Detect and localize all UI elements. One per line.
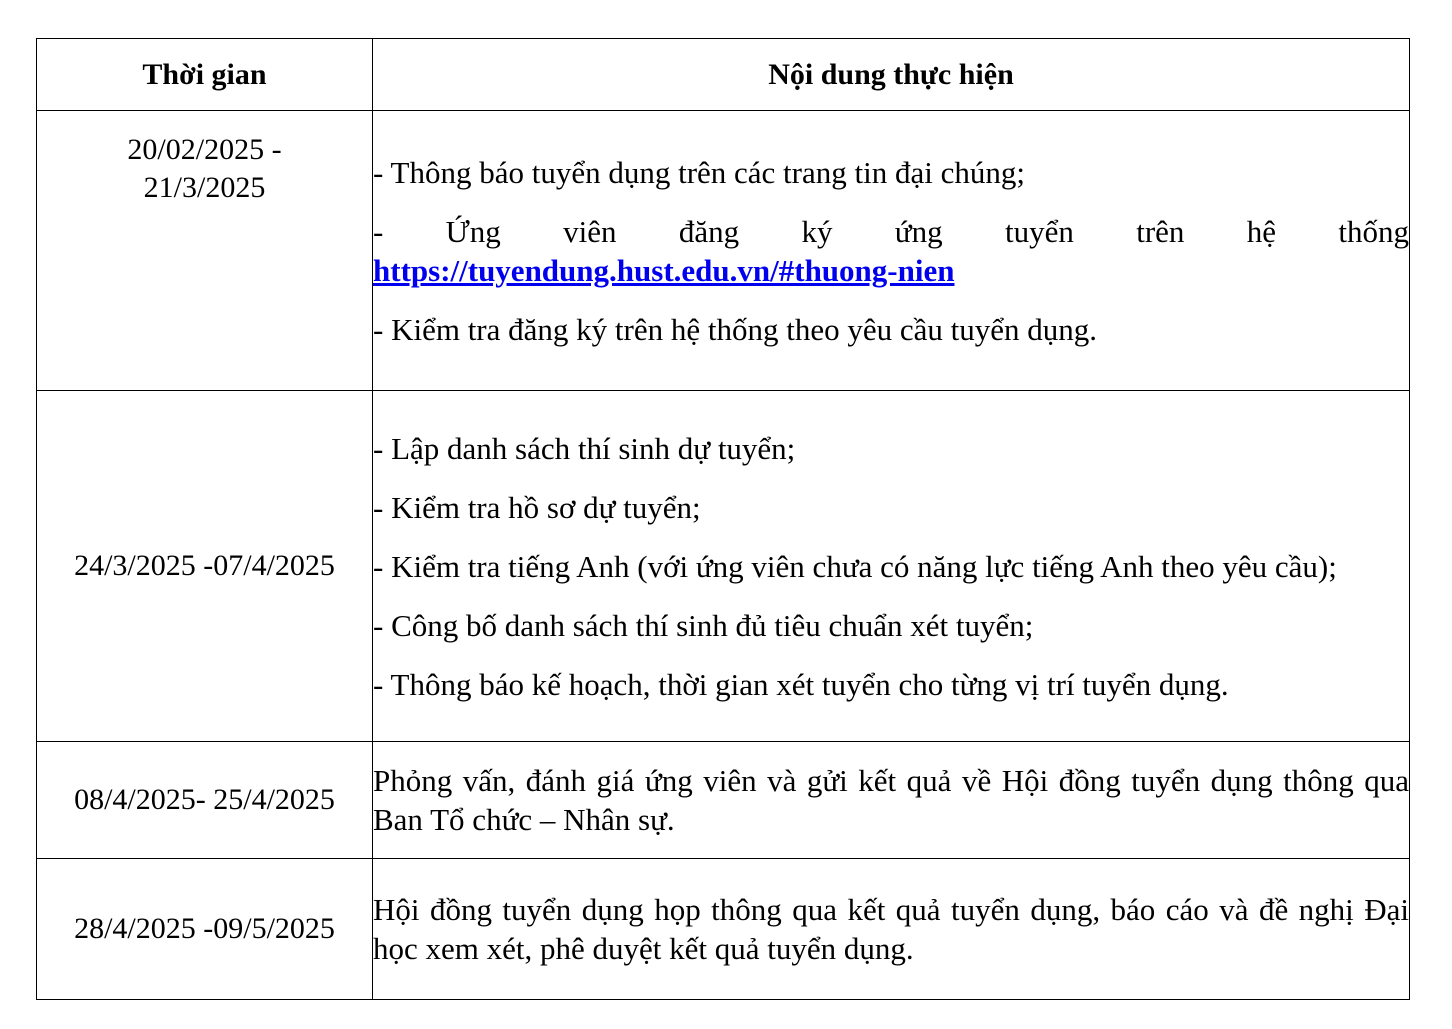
content-cell <box>373 742 1410 859</box>
content-item: - Kiểm tra tiếng Anh (với ứng viên chưa có năng lực tiếng Anh theo yêu cầu); <box>373 548 1337 584</box>
content-item-with-link <box>373 212 1409 290</box>
header-content: Nội dung thực hiện <box>373 39 1410 111</box>
recruitment-portal-link[interactable]: https://tuyendung.hust.edu.vn/#thuong-nien <box>373 252 955 288</box>
content-item: - Kiểm tra đăng ký trên hệ thống theo yêu cầu tuyển dụng. <box>373 311 1097 347</box>
content-item: - Thông báo kế hoạch, thời gian xét tuyển cho từng vị trí tuyển dụng. <box>373 666 1229 702</box>
content-cell <box>373 859 1410 1000</box>
content-item: - Lập danh sách thí sinh dự tuyển; <box>373 430 796 466</box>
table-row <box>37 859 1410 1000</box>
table-header-row <box>37 39 1410 111</box>
time-cell: 08/4/2025- 25/4/2025 <box>37 742 373 859</box>
content-cell <box>373 111 1410 391</box>
content-item: - Thông báo tuyển dụng trên các trang tin đại chúng; <box>373 154 1025 190</box>
header-time: Thời gian <box>37 39 373 111</box>
time-cell: 24/3/2025 -07/4/2025 <box>37 391 373 742</box>
content-text: Phỏng vấn, đánh giá ứng viên và gửi kết quả về Hội đồng tuyển dụng thông qua Ban Tổ chức – Nhân sự. <box>373 763 1409 837</box>
table-row <box>37 111 1410 391</box>
table-row <box>37 742 1410 859</box>
content-item-text: - Ứng viên đăng ký ứng tuyển trên hệ thống <box>373 213 1409 249</box>
content-item: - Kiểm tra hồ sơ dự tuyển; <box>373 489 701 525</box>
table-row <box>37 391 1410 742</box>
content-text: Hội đồng tuyển dụng họp thông qua kết quả tuyển dụng, báo cáo và đề nghị Đại học xem xét, phê duyệt kết quả tuyển dụng. <box>373 892 1409 966</box>
time-line-2: 21/3/2025 <box>143 171 266 204</box>
content-item: - Công bố danh sách thí sinh đủ tiêu chuẩn xét tuyển; <box>373 607 1034 643</box>
time-cell <box>37 111 373 391</box>
time-cell: 28/4/2025 -09/5/2025 <box>37 859 373 1000</box>
content-cell <box>373 391 1410 742</box>
time-line-1: 20/02/2025 - <box>127 133 282 166</box>
recruitment-schedule-table <box>36 38 1410 1000</box>
